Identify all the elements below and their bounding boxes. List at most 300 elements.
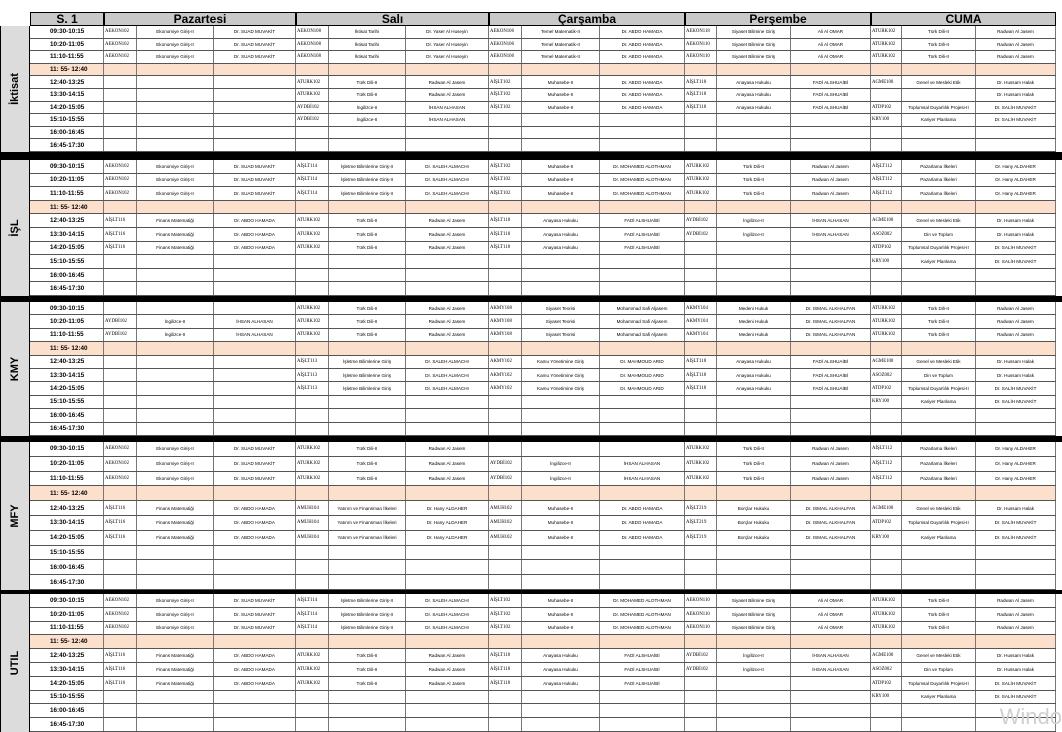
time-slot-cell: 10:20-11:05 — [30, 39, 104, 51]
instructor-cell — [600, 560, 685, 574]
course-code-cell: AİŞLT114 — [296, 174, 329, 187]
course-name-cell — [137, 342, 214, 354]
lunch-break-row — [30, 342, 1056, 355]
instructor-cell — [976, 64, 1056, 76]
course-code-cell: AEKON102 — [104, 51, 137, 63]
instructor-cell — [791, 704, 871, 717]
table-row — [30, 691, 1056, 705]
course-code-cell: ATURK102 — [296, 302, 329, 314]
instructor-cell — [600, 269, 685, 282]
course-code-cell: KRY100 — [871, 531, 902, 545]
course-name-cell — [137, 89, 214, 101]
course-code-cell: ATURK102 — [871, 26, 902, 38]
table-row — [30, 127, 1056, 140]
course-code-cell: AKMY102 — [489, 382, 522, 394]
course-name-cell: Siyaset Teorisi — [522, 315, 600, 327]
course-name-cell: Toplumsal Duyarlılık Projesi-II — [902, 242, 976, 255]
instructor-cell: Dr. SALEH ALMACHI — [406, 369, 489, 381]
course-name-cell — [902, 718, 976, 731]
instructor-cell — [214, 282, 296, 295]
course-code-cell: AKMY102 — [489, 369, 522, 381]
instructor-cell: Radwan Al Jasem — [791, 442, 871, 456]
course-name-cell: Anayasa Hukuku — [522, 663, 600, 676]
instructor-cell — [791, 409, 871, 421]
course-code-cell — [685, 342, 717, 354]
course-name-cell — [902, 704, 976, 717]
instructor-cell — [976, 342, 1056, 354]
watermark-text: Windo — [999, 704, 1062, 729]
course-name-cell — [717, 396, 791, 408]
instructor-cell — [406, 718, 489, 731]
instructor-cell: Dr. SUAD MUVAKİT — [214, 187, 296, 200]
time-slot-cell: 13:30-14:15 — [30, 516, 104, 530]
course-name-cell — [717, 127, 791, 139]
instructor-cell — [406, 560, 489, 574]
course-name-cell — [137, 382, 214, 394]
course-code-cell: ATURK102 — [685, 187, 717, 200]
course-name-cell — [329, 269, 406, 282]
course-code-cell — [296, 396, 329, 408]
instructor-cell: Dr. Yaser Al Huseyin — [406, 39, 489, 51]
instructor-cell: Dr. Hussam Halak — [976, 76, 1056, 88]
course-name-cell: Anayasa Hukuku — [522, 214, 600, 227]
course-code-cell — [685, 201, 717, 214]
instructor-cell — [791, 546, 871, 560]
course-name-cell: Ekonomiye Giriş-II — [137, 442, 214, 456]
course-name-cell: Borçlar Hukuku — [717, 501, 791, 515]
course-code-cell: AGME100 — [871, 76, 902, 88]
table-row — [30, 677, 1056, 691]
lunch-break-row — [30, 201, 1056, 215]
instructor-cell: Dr. SUAD MUVAKİT — [214, 457, 296, 471]
course-name-cell: Pazarlama İlkeleri — [902, 442, 976, 456]
course-name-cell: Anayasa Hukuku — [717, 356, 791, 368]
instructor-cell: İHSAN ALHASAN — [406, 114, 489, 126]
course-code-cell: AİŞLT114 — [296, 608, 329, 621]
time-slot-cell: 16:45-17:30 — [30, 575, 104, 589]
instructor-cell — [791, 575, 871, 589]
instructor-cell — [791, 691, 871, 704]
course-name-cell: İngilizce-II — [717, 663, 791, 676]
instructor-cell: FADİ ALSHUAİBİ — [600, 214, 685, 227]
instructor-cell: FADİ ALSHUAİBİ — [791, 356, 871, 368]
course-code-cell: AEKON110 — [685, 622, 717, 635]
time-slot-cell: 12:40-13:25 — [30, 214, 104, 227]
course-name-cell — [137, 127, 214, 139]
course-name-cell: Ekonomiye Giriş-II — [137, 39, 214, 51]
instructor-cell — [791, 560, 871, 574]
course-name-cell: Türk Dili-II — [329, 442, 406, 456]
course-name-cell: Yatırım ve Finansman İlkeleri — [329, 501, 406, 515]
course-code-cell: AİŞLT112 — [871, 472, 902, 486]
instructor-cell: Dr. SALEH ALMACHI — [406, 160, 489, 173]
course-code-cell — [871, 575, 902, 589]
course-name-cell: Anayasa Hukuku — [522, 677, 600, 690]
course-code-cell: AMUH102 — [489, 516, 522, 530]
instructor-cell: FADİ ALSHUAİBİ — [600, 663, 685, 676]
course-name-cell — [329, 127, 406, 139]
instructor-cell — [214, 64, 296, 76]
time-slot-cell: 16:00-16:45 — [30, 269, 104, 282]
course-code-cell: AEKON108 — [296, 51, 329, 63]
instructor-cell: Dr. ABDO HAMADA — [600, 76, 685, 88]
course-name-cell: Toplumsal Duyarlılık Projesi-II — [902, 102, 976, 114]
instructor-cell — [791, 396, 871, 408]
course-code-cell: ATURK102 — [296, 214, 329, 227]
course-code-cell — [685, 691, 717, 704]
course-code-cell — [104, 269, 137, 282]
course-code-cell — [296, 560, 329, 574]
course-code-cell: AİŞLT113 — [296, 356, 329, 368]
time-slot-cell: 14:20-15:05 — [30, 102, 104, 114]
instructor-cell — [214, 718, 296, 731]
course-code-cell: AİŞLT102 — [489, 174, 522, 187]
instructor-cell — [976, 486, 1056, 500]
course-name-cell: Pazarlama İlkeleri — [902, 457, 976, 471]
course-code-cell — [296, 546, 329, 560]
course-name-cell: İşletme Bilimlerine Giriş — [329, 369, 406, 381]
course-name-cell: Türk Dili-II — [329, 677, 406, 690]
instructor-cell: Mohammad Safi Aljasem — [600, 302, 685, 314]
course-code-cell — [104, 718, 137, 731]
instructor-cell: Dr. ABDO HAMADA — [214, 677, 296, 690]
instructor-cell — [406, 139, 489, 151]
course-code-cell: AİŞLT114 — [296, 160, 329, 173]
course-code-cell: AEKON102 — [104, 457, 137, 471]
course-name-cell: Genel ve Mesleki Etik — [902, 76, 976, 88]
table-row — [30, 423, 1056, 436]
course-code-cell — [104, 691, 137, 704]
instructor-cell: Dr. ABDO HAMADA — [214, 228, 296, 241]
course-code-cell: AİŞLT102 — [489, 76, 522, 88]
instructor-cell: Dr. MAHMOUD ARID — [600, 356, 685, 368]
course-name-cell: Türk Dili-II — [329, 89, 406, 101]
course-name-cell — [902, 486, 976, 500]
instructor-cell — [600, 704, 685, 717]
course-code-cell — [871, 64, 902, 76]
instructor-cell — [214, 342, 296, 354]
course-name-cell: İngilizce-II — [329, 102, 406, 114]
time-slot-cell: 11:10-11:55 — [30, 472, 104, 486]
course-code-cell: AGME100 — [871, 356, 902, 368]
instructor-cell: Dr. MOHAMED ALOTHMAN — [600, 608, 685, 621]
instructor-cell: Dr. SALİH MUVAKİT — [976, 396, 1056, 408]
time-slot-cell: 14:20-15:05 — [30, 382, 104, 394]
instructor-cell: Dr. ABDO HAMADA — [214, 531, 296, 545]
lunch-break-row — [30, 635, 1056, 649]
course-code-cell: AMUH104 — [296, 516, 329, 530]
course-code-cell — [104, 369, 137, 381]
instructor-cell: Radwan Al Jasem — [791, 472, 871, 486]
course-code-cell: AİŞLT118 — [685, 356, 717, 368]
table-row — [30, 546, 1056, 561]
course-name-cell — [137, 691, 214, 704]
course-code-cell: AİŞLT118 — [685, 89, 717, 101]
course-name-cell: Finans Matematiği — [137, 663, 214, 676]
time-slot-cell: 15:10-15:55 — [30, 114, 104, 126]
course-code-cell: AİŞLT102 — [489, 89, 522, 101]
course-name-cell — [902, 201, 976, 214]
course-code-cell: AKMY108 — [489, 315, 522, 327]
instructor-cell — [406, 255, 489, 268]
course-code-cell — [871, 409, 902, 421]
instructor-cell: İHSAN ALHASAN — [600, 472, 685, 486]
instructor-cell: Dr. Hany ALDAHER — [406, 531, 489, 545]
course-code-cell — [296, 575, 329, 589]
instructor-cell: Dr. Hussam Halak — [976, 663, 1056, 676]
instructor-cell: Dr. ISMAIL ALKHALFAN — [791, 531, 871, 545]
table-row — [30, 608, 1056, 622]
instructor-cell: Radwan Al Jasem — [406, 329, 489, 341]
instructor-cell — [600, 127, 685, 139]
course-code-cell — [489, 442, 522, 456]
instructor-cell: Mohammad Safi Aljasem — [600, 329, 685, 341]
instructor-cell — [214, 369, 296, 381]
course-code-cell — [489, 704, 522, 717]
time-slot-cell: 09:30-10:15 — [30, 594, 104, 607]
course-code-cell: AEKON110 — [685, 608, 717, 621]
instructor-cell: FADİ ALSHUAİBİ — [791, 89, 871, 101]
course-code-cell: ATDP102 — [871, 516, 902, 530]
course-code-cell — [296, 282, 329, 295]
course-name-cell: İşletme Bilimlerine Giriş-II — [329, 160, 406, 173]
instructor-cell: Dr. SALEH ALMACHI — [406, 356, 489, 368]
course-name-cell — [522, 442, 600, 456]
course-code-cell: AYDBİ102 — [489, 472, 522, 486]
instructor-cell — [214, 423, 296, 435]
course-name-cell: Türk Dili-II — [329, 228, 406, 241]
course-name-cell — [717, 575, 791, 589]
instructor-cell — [214, 114, 296, 126]
course-code-cell: ATURK102 — [871, 329, 902, 341]
lunch-break-row — [30, 486, 1056, 501]
course-name-cell — [522, 718, 600, 731]
instructor-cell: Radwan Al Jasem — [406, 242, 489, 255]
course-name-cell — [522, 423, 600, 435]
course-code-cell — [685, 269, 717, 282]
instructor-cell: Dr. SUAD MUVAKİT — [214, 472, 296, 486]
instructor-cell — [976, 201, 1056, 214]
course-code-cell: AİŞLT118 — [489, 649, 522, 662]
instructor-cell — [976, 560, 1056, 574]
course-name-cell — [522, 486, 600, 500]
instructor-cell — [791, 423, 871, 435]
time-slot-cell: 09:30-10:15 — [30, 26, 104, 38]
course-name-cell: Temel Matematik-II — [522, 51, 600, 63]
course-name-cell — [329, 423, 406, 435]
table-row — [30, 457, 1056, 472]
instructor-cell: Dr. Hussam Halak — [976, 89, 1056, 101]
course-code-cell — [489, 255, 522, 268]
instructor-cell — [791, 269, 871, 282]
course-name-cell: Türk Dili-II — [717, 442, 791, 456]
instructor-cell — [791, 282, 871, 295]
course-name-cell: Türk Dili-II — [902, 622, 976, 635]
course-name-cell — [522, 704, 600, 717]
instructor-cell: Dr. SALİH MUVAKİT — [976, 531, 1056, 545]
lunch-break-row — [30, 64, 1056, 77]
course-name-cell: Ekonomiye Giriş-II — [137, 160, 214, 173]
course-code-cell: ATDP102 — [871, 102, 902, 114]
course-name-cell: Muhasebe-II — [522, 501, 600, 515]
course-code-cell: AİŞLT114 — [296, 594, 329, 607]
course-name-cell: Ekonomiye Giriş-II — [137, 622, 214, 635]
course-code-cell: ATURK102 — [871, 622, 902, 635]
group-label-text: İŞL — [9, 219, 21, 237]
course-name-cell: İngilizce-II — [717, 649, 791, 662]
instructor-cell: Dr. SUAD MUVAKİT — [214, 608, 296, 621]
instructor-cell: Dr. SUAD MUVAKİT — [214, 51, 296, 63]
course-code-cell: ATURK102 — [296, 442, 329, 456]
course-name-cell: Anayasa Hukuku — [717, 369, 791, 381]
instructor-cell — [600, 575, 685, 589]
instructor-cell — [600, 139, 685, 151]
instructor-cell: Dr. SALİH MUVAKİT — [976, 102, 1056, 114]
instructor-cell — [214, 127, 296, 139]
instructor-cell: Dr. Yaser Al Huseyin — [406, 51, 489, 63]
course-code-cell: AEKON102 — [104, 39, 137, 51]
course-code-cell: ATURK102 — [296, 329, 329, 341]
course-code-cell: AİŞLT116 — [104, 663, 137, 676]
instructor-cell: Radwan Al Jasem — [406, 76, 489, 88]
instructor-cell: Dr. Hany ALDAHER — [976, 457, 1056, 471]
instructor-cell — [214, 546, 296, 560]
course-code-cell: ATURK102 — [296, 472, 329, 486]
group-label — [0, 442, 30, 590]
course-code-cell: AİŞLT102 — [489, 608, 522, 621]
instructor-cell: Dr. SUAD MUVAKİT — [214, 39, 296, 51]
course-code-cell — [685, 560, 717, 574]
course-code-cell — [871, 423, 902, 435]
course-name-cell — [902, 89, 976, 101]
instructor-cell: Dr. SALİH MUVAKİT — [976, 114, 1056, 126]
course-name-cell: Anayasa Hukuku — [522, 649, 600, 662]
course-name-cell — [522, 575, 600, 589]
course-code-cell: AEKON106 — [489, 26, 522, 38]
course-name-cell — [902, 560, 976, 574]
instructor-cell — [406, 575, 489, 589]
time-slot-cell: 11: 55- 12:40 — [30, 342, 104, 354]
course-name-cell: Borçlar Hukuku — [717, 516, 791, 530]
course-name-cell: Türk Dili-II — [902, 329, 976, 341]
course-name-cell: Finans Matematiği — [137, 649, 214, 662]
instructor-cell — [214, 382, 296, 394]
group-label — [0, 26, 30, 152]
course-code-cell — [104, 396, 137, 408]
course-name-cell: Türk Dili-II — [329, 663, 406, 676]
course-code-cell — [489, 486, 522, 500]
course-name-cell — [137, 704, 214, 717]
group-label-text: MFY — [9, 504, 21, 528]
course-code-cell: AKMY102 — [489, 356, 522, 368]
instructor-cell: Dr. ABDO HAMADA — [214, 214, 296, 227]
table-row — [30, 356, 1056, 369]
course-name-cell: İşletme Bilimlerine Giriş — [329, 356, 406, 368]
instructor-cell — [600, 282, 685, 295]
table-row — [30, 26, 1056, 39]
course-name-cell — [522, 546, 600, 560]
course-code-cell: ATDP102 — [871, 677, 902, 690]
instructor-cell — [406, 269, 489, 282]
course-code-cell — [685, 139, 717, 151]
instructor-cell: Dr. MAHMOUD ARID — [600, 369, 685, 381]
course-code-cell — [489, 409, 522, 421]
instructor-cell: Dr. SALEH ALMACHI — [406, 608, 489, 621]
course-name-cell: Borçlar Hukuku — [717, 531, 791, 545]
instructor-cell: Ali Al OMAR — [791, 39, 871, 51]
instructor-cell: Radwan Al Jasem — [406, 442, 489, 456]
table-row — [30, 282, 1056, 296]
course-name-cell: Türk Dili-II — [329, 302, 406, 314]
course-code-cell: ATURK102 — [871, 315, 902, 327]
instructor-cell — [600, 114, 685, 126]
course-code-cell — [296, 486, 329, 500]
course-code-cell: AEKON102 — [104, 622, 137, 635]
instructor-cell: Dr. MOHAMED ALOTHMAN — [600, 160, 685, 173]
table-row — [30, 531, 1056, 546]
course-code-cell — [104, 342, 137, 354]
instructor-cell: Dr. ISMAIL ALKHALFAN — [791, 516, 871, 530]
course-code-cell: AİŞLT116 — [104, 516, 137, 530]
course-code-cell: AİŞLT102 — [489, 102, 522, 114]
table-row — [30, 228, 1056, 242]
time-slot-cell: 16:45-17:30 — [30, 718, 104, 731]
instructor-cell: Radwan Al Jasem — [406, 89, 489, 101]
table-row — [30, 649, 1056, 663]
instructor-cell: Dr. ABDO HAMADA — [600, 531, 685, 545]
course-name-cell: Siyaset Bilimine Giriş — [717, 594, 791, 607]
instructor-cell: Dr. MAHMOUD ARID — [600, 382, 685, 394]
course-name-cell: Muhasebe-II — [522, 531, 600, 545]
course-code-cell: AEKON102 — [104, 442, 137, 456]
course-name-cell: Ekonomiye Giriş-II — [137, 472, 214, 486]
course-code-cell: AİŞLT116 — [104, 501, 137, 515]
course-code-cell — [685, 127, 717, 139]
instructor-cell — [214, 486, 296, 500]
time-slot-cell: 10:20-11:05 — [30, 315, 104, 327]
course-code-cell: AEKON102 — [104, 608, 137, 621]
course-code-cell — [489, 718, 522, 731]
course-name-cell: İngilizce-II — [137, 315, 214, 327]
course-code-cell — [104, 560, 137, 574]
course-name-cell: Finans Matematiği — [137, 677, 214, 690]
instructor-cell — [600, 635, 685, 648]
course-name-cell — [522, 396, 600, 408]
table-row — [30, 663, 1056, 677]
table-row — [30, 114, 1056, 127]
course-name-cell — [717, 64, 791, 76]
course-code-cell — [489, 139, 522, 151]
course-code-cell — [104, 546, 137, 560]
table-row — [30, 369, 1056, 382]
instructor-cell — [976, 546, 1056, 560]
course-name-cell — [329, 546, 406, 560]
course-code-cell: ATURK102 — [296, 76, 329, 88]
course-name-cell: Muhasebe-II — [522, 160, 600, 173]
course-name-cell: Türk Dili-II — [329, 214, 406, 227]
table-row — [30, 51, 1056, 64]
course-code-cell: AİŞLT116 — [104, 531, 137, 545]
course-code-cell: ATURK102 — [685, 160, 717, 173]
course-name-cell — [137, 423, 214, 435]
course-code-cell: AEKON102 — [104, 174, 137, 187]
course-name-cell — [329, 409, 406, 421]
course-name-cell: Muhasebe-II — [522, 622, 600, 635]
course-code-cell — [871, 635, 902, 648]
instructor-cell — [214, 704, 296, 717]
instructor-cell: Dr. Hany ALDAHER — [406, 501, 489, 515]
time-slot-cell: 11:10-11:55 — [30, 622, 104, 635]
